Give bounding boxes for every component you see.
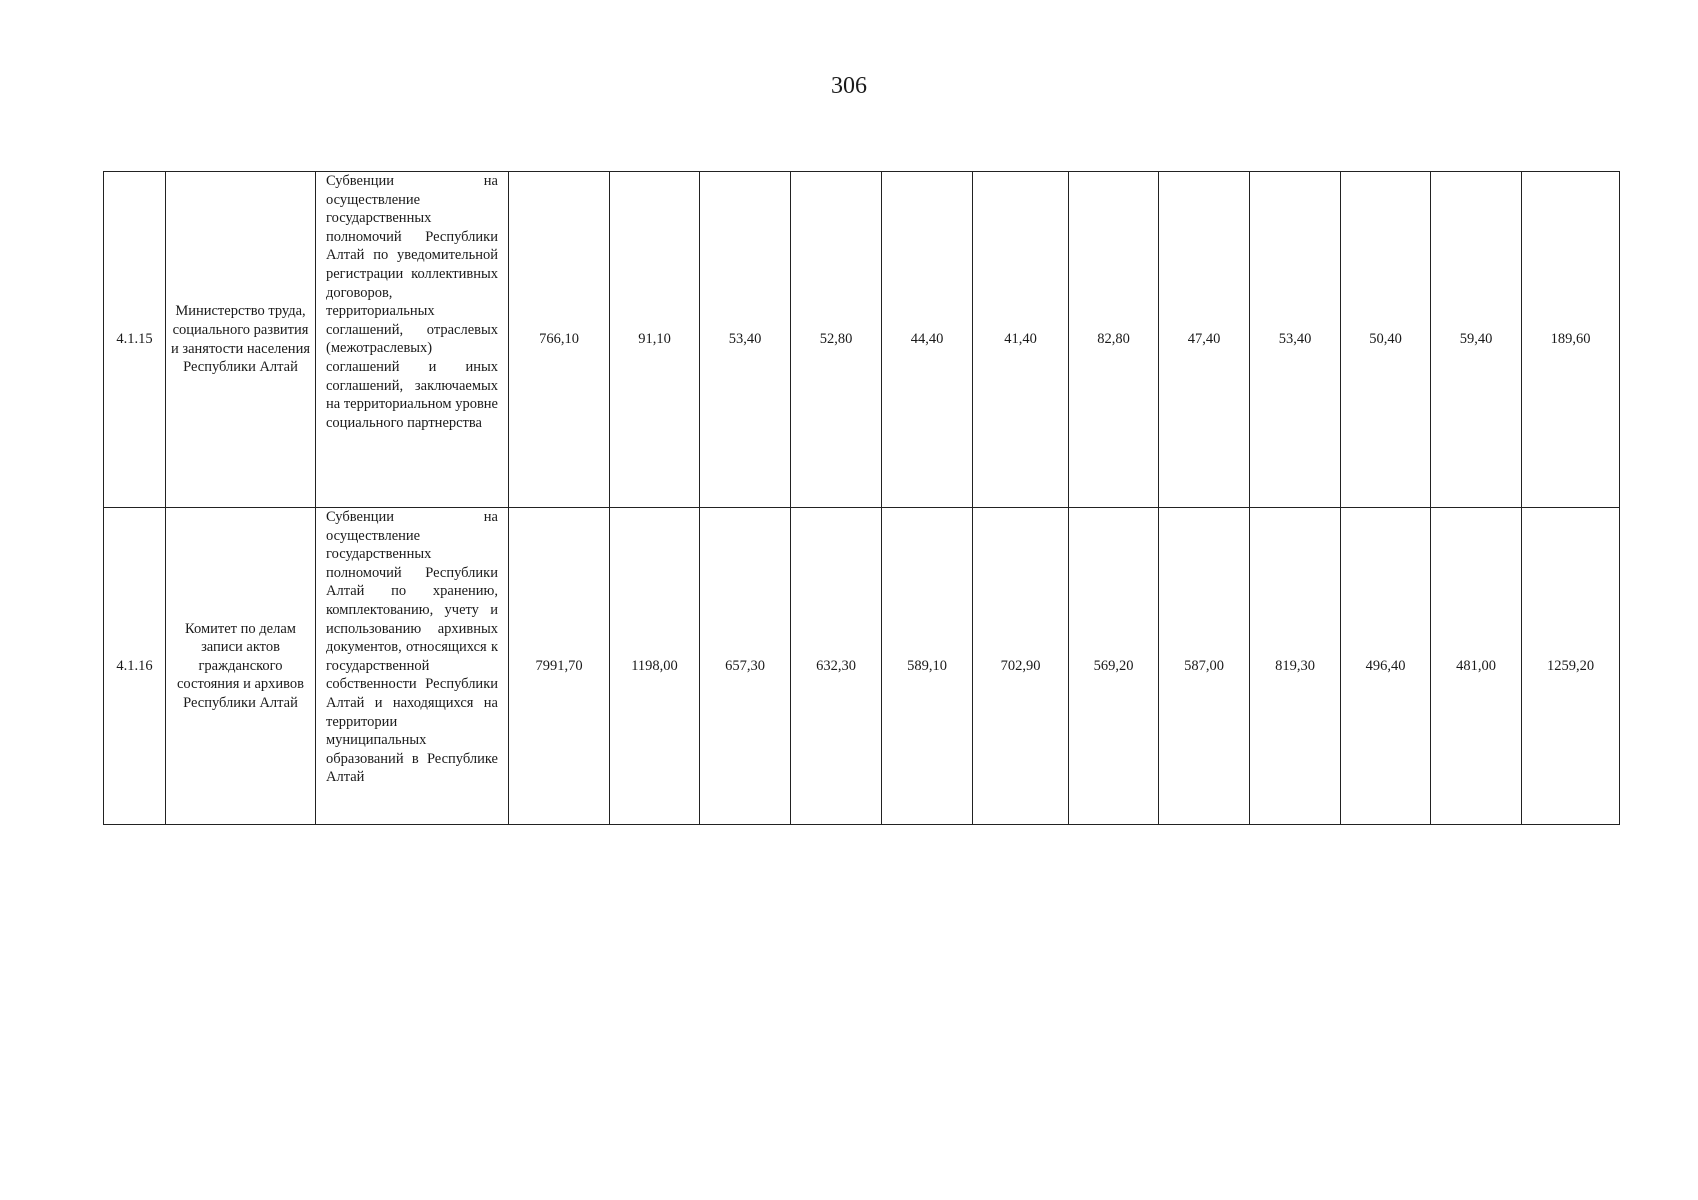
value-cell-total: 766,10 [509,172,610,508]
value-cell: 589,10 [882,508,973,825]
value-cell: 702,90 [973,508,1069,825]
value-cell: 569,20 [1069,508,1159,825]
value-cell: 587,00 [1159,508,1250,825]
budget-table [103,171,1620,825]
row-code-cell: 4.1.15 [104,172,166,508]
value-cell-total: 7991,70 [509,508,610,825]
value-cell: 82,80 [1069,172,1159,508]
value-cell: 47,40 [1159,172,1250,508]
description-cell: Субвенции на осуществление государственных полномочий Республики Алтай по уведомительной регистрации коллективных договоров, территориальных соглашений, отраслевых (межотраслевых) соглашений и иных соглашений, заключаемых на территориальном уровне социального партнерства [316,172,509,508]
value-cell: 50,40 [1341,172,1431,508]
row-code-cell: 4.1.16 [104,508,166,825]
value-cell: 53,40 [700,172,791,508]
value-cell: 657,30 [700,508,791,825]
page-number: 306 [831,73,867,99]
value-cell: 1198,00 [610,508,700,825]
value-cell: 481,00 [1431,508,1522,825]
value-cell: 91,10 [610,172,700,508]
value-cell: 44,40 [882,172,973,508]
organization-cell: Министерство труда, социального развития и занятости населения Республики Алтай [166,172,316,508]
value-cell: 819,30 [1250,508,1341,825]
value-cell: 632,30 [791,508,882,825]
value-cell: 52,80 [791,172,882,508]
value-cell: 189,60 [1522,172,1620,508]
value-cell: 1259,20 [1522,508,1620,825]
value-cell: 41,40 [973,172,1069,508]
table-row [104,508,1620,825]
value-cell: 496,40 [1341,508,1431,825]
value-cell: 53,40 [1250,172,1341,508]
value-cell: 59,40 [1431,172,1522,508]
description-cell: Субвенции на осуществление государственных полномочий Республики Алтай по хранению, комплектованию, учету и использованию архивных документов, относящихся к государственной собственности Республики Алтай и находящихся на территории муниципальных образований в Республике Алтай [316,508,509,825]
table-row [104,172,1620,508]
organization-cell: Комитет по делам записи актов гражданского состояния и архивов Республики Алтай [166,508,316,825]
